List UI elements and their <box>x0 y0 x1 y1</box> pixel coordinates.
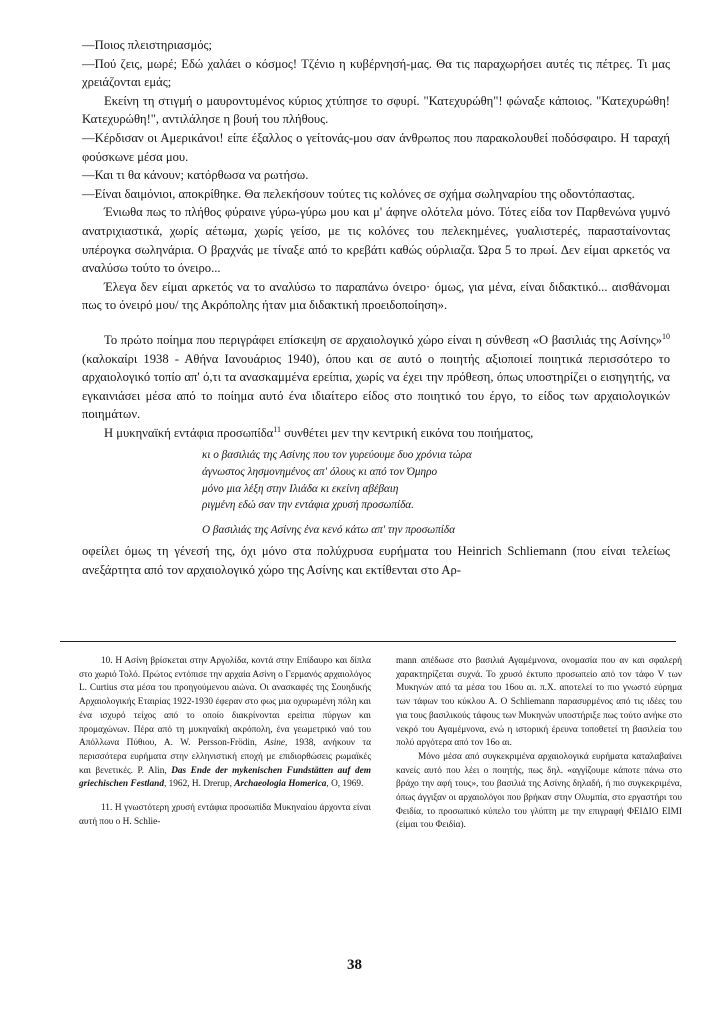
footnote-text: , 1938, ανήκουν τα περισσότερα ευρήματα στην ελληνιστική εποχή με επιδιορθώσεις ρωμαϊκές και βενετικές. P. Alin, <box>79 738 371 776</box>
dialogue-line: —Και τι θα κάνουν; κατόρθωσα να ρωτήσω. <box>82 168 309 183</box>
poem-line: κι ο βασιλιάς της Ασίνης που τον γυρεύουμε δυο χρόνια τώρα <box>202 449 472 462</box>
footnotes-left-column <box>79 655 371 829</box>
paragraph-text: συνθέτει μεν την κεντρική εικόνα του ποιήματος, <box>280 425 534 440</box>
footnote-11-continued: mann απέδωσε στο βασιλιά Αγαμέμνονα, ονομασία που αν και σφαλερή χαρακτηρίζεται συχνά. Το χρυσό έκτυπο προσωπείο από τον τάφο V των Μυκηνών από τα μέσα του 16ου αι. π.Χ. αποτελεί το πιο γνωστό εύρημα των τάφων του κύκλου Α. Ο Schliemann παρασυρμένος από τις ιδέες του για τους βασιλικούς τάφους των Μυκηνών υποστήριξε πως τούτο ανήκε στο νεκρό του Αγαμέμνονα, ενώ η ιστορική έρευνα τοποθετεί τη βασιλεία του πολύ αργότερα από τον 16ο αι. <box>396 656 682 749</box>
poem-line: ριγμένη εδώ σαν την εντάφια χρυσή προσωπίδα. <box>202 499 414 512</box>
main-text <box>82 36 670 580</box>
footnote-title: Archaeologia Homerica <box>234 779 327 790</box>
footnote-text: 10. Η Ασίνη βρίσκεται στην Αργολίδα, κοντά στην Επίδαυρο και δίπλα στο χωριό Τολό. Πρώτος εντόπισε την αρχαία Ασίνη ο Γερμανός αρχαιολόγος L. Curtius στα μέσα του προηγούμενου αιώνα. Οι ανασκαφές της Σουηδικής Αρχαιολογικής Εταιρίας 1922-1930 έφεραν στο φως μια οχυρωμένη πόλη και ένα ισχυρό τείχος από το οποίο διακρίνονται ερείπια πύργων και προμαχώνων. Πέρα από τη μυκηναϊκή ακρόπολη, ένα γεωμετρικό ναό του Απόλλωνα Πύθιου, A. W. Persson-Frödin, <box>79 656 371 749</box>
paragraph-text: Η μυκηναϊκή εντάφια προσωπίδα <box>104 425 274 440</box>
poem-quote <box>202 447 670 538</box>
dialogue-line: Ένιωθα πως το πλήθος φύραινε γύρω-γύρω μου και μ' άφηνε ολότελα μόνο. Τότες είδα τον Παρθενώνα γυμνό ανατριχιαστικά, χωρίς αέτωμα, χωρίς γείσο, με τις κολόνες του πελεκημένες, γυαλιστερές, παρασταίνοντας υπέρογκα σωληνάρια. Ο βραχνάς με τίναξε από το κρεβάτι καθώς ούρλιαζα. Ώρα 5 το πρωί. Δεν είμαι αρκετός να αναλύσω τούτο το όνειρο... <box>82 205 670 276</box>
paragraph-text: (καλοκαίρι 1938 - Αθήνα Ιανουάριος 1940), όπου και σε αυτό ο ποιητής αξιοποιεί ποιητικά περισσότερο το αρχαιολογικό τοπίο απ' ό,τι τα ανασκαμμένα ερείπια, χωρίς να έχει την πρόθεση, όπως υποστηρίζει ο εισηγητής, να εγκαινιάσει μέσα από το ποίημα αυτό ένα ιδιαίτερο είδος στο ποιητικό του έργο, το είδος των αρχαιολογικών ποιημάτων. <box>82 351 670 422</box>
page-number: 38 <box>347 957 362 973</box>
footnote-title: Asine <box>264 738 286 749</box>
footnotes-right-column <box>396 655 682 833</box>
footnote-ref: 10 <box>662 331 670 341</box>
footnote-text: , O, 1969. <box>326 779 364 790</box>
footnote-divider <box>60 641 676 642</box>
dialogue-line: —Είναι δαιμόνιοι, αποκρίθηκε. Θα πελεκήσουν τούτες τις κολόνες σε σχήμα σωληναρίου της οδοντόπαστας. <box>82 186 635 201</box>
dialogue-line: Έλεγα δεν είμαι αρκετός να το αναλύσω το παραπάνω όνειρο· όμως, για μένα, είναι διδακτικό... αισθάνομαι πως το όνειρό μου/ της Ακρόπολης ήταν μια διδακτική προειδοποίηση». <box>82 279 670 313</box>
poem-line: μόνο μια λέξη στην Ιλιάδα κι εκείνη αβέβαιη <box>202 482 399 495</box>
dialogue-line: Εκείνη τη στιγμή ο μαυροντυμένος κύριος χτύπησε το σφυρί. "Κατεχυρώθη"! φώναξε κάποιος. "Κατεχυρώθη! Κατεχυρώθη!", αντιλάλησε η βουή του πλήθους. <box>82 93 670 127</box>
poem-line: άγνωστος λησμονημένος απ' όλους κι από τον Όμηρο <box>202 466 438 479</box>
footnote-11: 11. Η γνωστότερη χρυσή εντάφια προσωπίδα Μυκηναίου άρχοντα είναι αυτή που ο H. Schlie- <box>79 803 371 827</box>
footnote-11-paragraph: Μόνο μέσα από συγκεκριμένα αρχαιολογικά ευρήματα καταλαβαίνει κανείς αυτό που λέει ο ποιητής, πως δηλ. «αγγίζουμε κάποτε πάνω στο βράχο την αφή τους», του βασιλιά της Ασίνης δηλαδή, ή πιο συγκεκριμένα, όπως άγγιξαν οι αρχαιολόγοι που βρήκαν στην Ολυμπία, στο εργαστήρι του Φειδία, το προσωπικό κύπελο του γλύπτη με την επιγραφή ΦΕΙΔΙΟ ΕΙΜΙ (είμαι του Φειδία). <box>396 751 682 831</box>
footnote-text: , 1962, H. Drerup, <box>163 779 235 790</box>
paragraph-continue: οφείλει όμως τη γένεσή της, όχι μόνο στα πολύχρυσα ευρήματα του Heinrich Schliemann (που είναι τελείως ανεξάρτητα από τον αρχαιολογικό χώρο της Ασίνης και εκτίθενται στο Αρ- <box>82 544 670 578</box>
footnote-10 <box>79 655 371 792</box>
paragraph-asini <box>82 331 670 424</box>
footnote-ref: 11 <box>273 424 281 434</box>
dialogue-line: —Ποιος πλειστηριασμός; <box>82 38 212 52</box>
paragraph-mask <box>82 424 670 443</box>
dialogue-line: —Κέρδισαν οι Αμερικάνοι! είπε έξαλλος ο γείτονάς-μου σαν άνθρωπος που παρακολουθεί ποδόσφαιρο. Η ταραχή φούσκωνε μέσα μου. <box>82 130 670 164</box>
dialogue-line: —Πού ζεις, μωρέ; Εδώ χαλάει ο κόσμος! Τζένιο η κυβέρνησή-μας. Θα τις παραχωρήσει αυτές τις πέτρες. Τι μας χρειάζονται εμάς; <box>82 56 670 90</box>
poem-line: Ο βασιλιάς της Ασίνης ένα κενό κάτω απ' την προσωπίδα <box>202 523 455 536</box>
paragraph-text: Το πρώτο ποίημα που περιγράφει επίσκεψη σε αρχαιολογικό χώρο είναι η σύνθεση «Ο βασιλιάς της Ασίνης» <box>104 332 662 347</box>
footnote-title: Das Ende der mykenischen Fundstätten auf dem griechischen Festland <box>79 765 371 790</box>
